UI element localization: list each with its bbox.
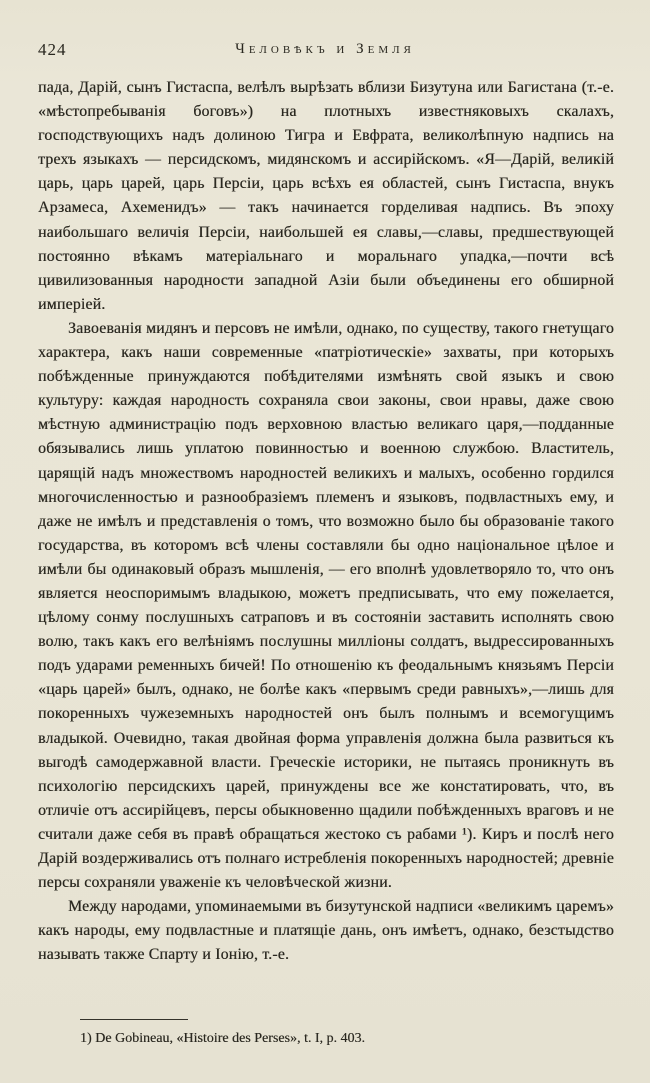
footnote-divider — [80, 1019, 188, 1020]
paragraph-3: Между народами, упоминаемыми въ бизутунской надписи «великимъ царемъ» какъ народы, ему подвластные и платящіе дань, онъ имѣетъ, однако, безстыдство называть также Спарту и Іонію, т.-е. — [38, 898, 614, 964]
running-header — [38, 40, 612, 62]
footnote: 1) De Gobineau, «Histoire des Perses», t. I, p. 403. — [80, 1031, 366, 1046]
paragraph-1: пада, Дарій, сынъ Гистаспа, велѣлъ вырѣзать вблизи Бизутуна или Багистана (т.-е. «мѣстопребыванія боговъ») на плотныхъ известняковыхъ скалахъ, господствующихъ надъ долиною Тигра и Евфрата, великолѣпную надпись на трехъ языкахъ — персидскомъ, мидянскомъ и ассирійскомъ. «Я—Дарій, великій царь, царь царей, царь Персіи, царь всѣхъ ея областей, сынъ Гистаспа, внукъ Арзамеса, Ахеменидъ» — такъ начинается горделивая надпись. Въ эпоху наибольшаго величія Персіи, наибольшей ея славы,—славы, предшествующей постоянно вѣкамъ матеріальнаго и моральнаго упадка,—почти всѣ цивилизованныя народности западной Азіи были объединены его обширной имперіей. — [38, 79, 614, 313]
page-body — [38, 76, 614, 990]
page-number: 424 — [38, 40, 67, 59]
running-title: Человѣкъ и Земля — [235, 41, 415, 57]
footnote-area — [38, 1019, 612, 1049]
paragraph-2: Завоеванія мидянъ и персовъ не имѣли, однако, по существу, такого гнетущаго характера, какъ наши современные «патріотическіе» захваты, при которыхъ побѣжденные принуждаются побѣдителями измѣнять свой языкъ и свою культуру: каждая народность сохраняла свои законы, свои нравы, даже свою мѣстную администрацію подъ верховною властью великаго царя,—подданные обязывались лишь уплатою повинностью и военною службою. Властитель, царящій надъ множествомъ народностей великихъ и малыхъ, особенно гордился многочисленностью и разнообразіемъ племенъ и языковъ, подвластныхъ ему, и даже не имѣлъ и представленія о томъ, что возможно было бы образованіе такого государства, въ которомъ всѣ члены составляли бы одно національное цѣлое и имѣли бы одинаковый образъ мышленія, — его вполнѣ удовлетворяло то, что онъ является неоспоримымъ владыкою, можетъ предписывать, что ему пожелается, цѣлому сонму послушныхъ сатраповъ и въ состояніи заставить исполнять свою волю, такъ какъ его велѣніямъ послушны милліоны солдатъ, выдрессированныхъ подъ ударами ременныхъ бичей! По отношенію къ феодальнымъ князьямъ Персіи «царь царей» былъ, однако, не болѣе какъ «первымъ среди равныхъ»,—лишь для покоренныхъ чужеземныхъ народностей онъ былъ полнымъ и всемогущимъ владыкой. Очевидно, такая двойная форма управленія должна была развиться къ выгодѣ самодержавной власти. Греческіе историки, не пытаясь проникнуть въ психологію персидскихъ царей, принуждены все же констатировать, что, въ отличіе отъ ассирійцевъ, персы обыкновенно щадили побѣжденныхъ враговъ и не считали даже себя въ правѣ обращаться жестоко съ рабами ¹). Киръ и послѣ него Дарій воздерживались отъ полнаго истребленія покоренныхъ народностей; древніе персы сохраняли уваженіе къ человѣческой жизни. — [38, 319, 614, 892]
